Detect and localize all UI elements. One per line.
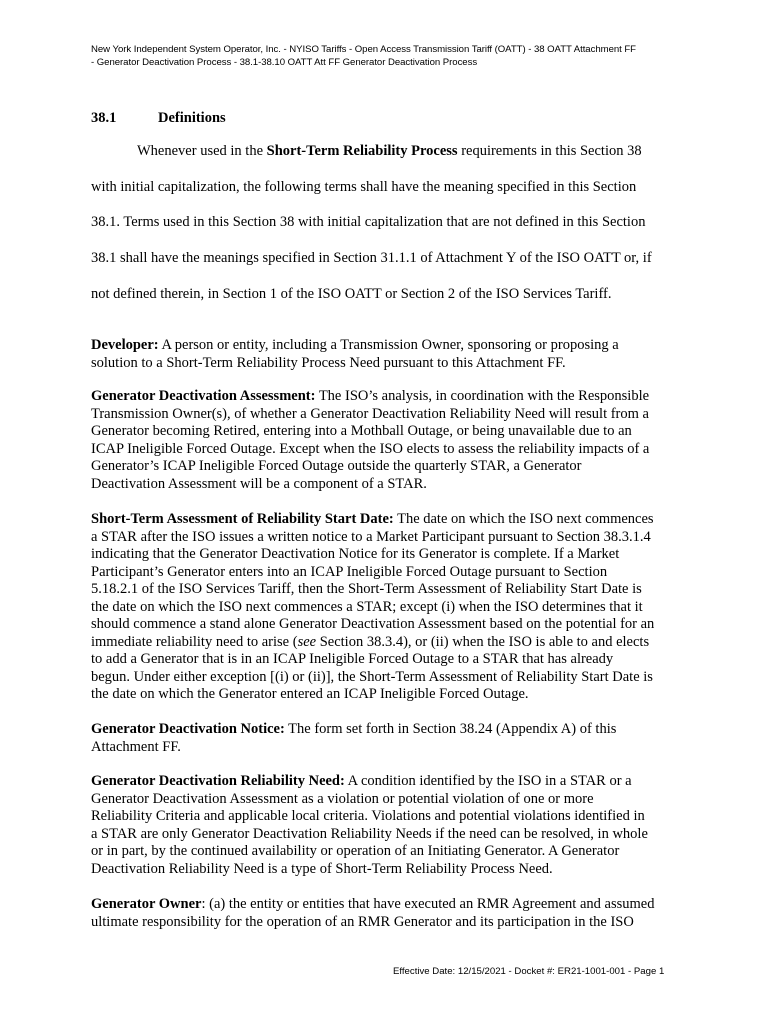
- definition-text: The form set forth in Section 38.24 (Appendix A) of this: [284, 721, 617, 737]
- term-star-start-date: Short-Term Assessment of Reliability Start Date:: [91, 511, 394, 527]
- definition-generator-owner: [91, 896, 691, 931]
- definition-text: to add a Generator that is in an ICAP Ineligible Forced Outage to a STAR that has already: [91, 651, 614, 667]
- intro-line-1-text: Whenever used in the: [137, 143, 267, 159]
- definition-text: ultimate responsibility for the operation of an RMR Generator and its participation in the ISO: [91, 913, 634, 930]
- definition-text: Generator’s ICAP Ineligible Forced Outage outside the quarterly STAR, a Generator: [91, 458, 582, 474]
- header-line-2: - Generator Deactivation Process - 38.1-38.10 OATT Att FF Generator Deactivation Process: [91, 56, 478, 68]
- intro-line-5: not defined therein, in Section 1 of the ISO OATT or Section 2 of the ISO Services Tariff.: [91, 286, 612, 302]
- definition-text: begun. Under either exception [(i) or (ii)], the Short-Term Assessment of Reliability Start Date is: [91, 668, 653, 685]
- definition-text: Generator becoming Retired, entering into a Mothball Outage, or being unavailable due to an: [91, 423, 632, 439]
- definition-text: should commence a stand alone Generator Deactivation Assessment based on the potential for an: [91, 616, 655, 632]
- definition-text: a STAR are only Generator Deactivation Reliability Needs if the need can be resolved, in whole: [91, 825, 648, 842]
- section-heading: [91, 109, 226, 127]
- definition-text: Generator Deactivation Assessment as a violation or potential violation of one or more: [91, 790, 594, 807]
- term-generator-deactivation-reliability-need: Generator Deactivation Reliability Need:: [91, 773, 345, 789]
- definition-text: Reliability Criteria and applicable local criteria. Violations and potential violations identified in: [91, 808, 645, 824]
- definition-text: or in part, by the continued availability or operation of an Initiating Generator. A Generator: [91, 843, 620, 859]
- intro-bold-term: Short-Term Reliability Process: [266, 143, 458, 159]
- term-generator-owner: Generator Owner: [91, 896, 202, 912]
- definition-text: The date on which the ISO next commences: [393, 511, 654, 527]
- definition-generator-deactivation-assessment: [91, 388, 691, 493]
- definition-text: The ISO’s analysis, in coordination with the Responsible: [315, 388, 650, 404]
- definition-text: immediate reliability need to arise (: [91, 633, 298, 650]
- definition-generator-deactivation-reliability-need: [91, 773, 691, 878]
- definition-text: a STAR after the ISO issues a written notice to a Market Participant pursuant to Section 38.3.1.4: [91, 528, 651, 545]
- definition-text: Section 38.3.4), or (ii) when the ISO is able to and elects: [316, 633, 650, 650]
- definition-text: A person or entity, including a Transmission Owner, sponsoring or proposing a: [158, 337, 619, 353]
- section-number: 38.1: [91, 110, 117, 126]
- intro-line-3: 38.1. Terms used in this Section 38 with initial capitalization that are not defined in this Section: [91, 214, 646, 230]
- page-header: [91, 44, 691, 69]
- definition-star-start-date: [91, 511, 691, 704]
- intro-line-1: [137, 142, 642, 160]
- definition-text: Deactivation Reliability Need is a type of Short-Term Reliability Process Need.: [91, 860, 553, 877]
- definition-text: Participant’s Generator enters into an ICAP Ineligible Forced Outage pursuant to Section: [91, 563, 608, 580]
- term-generator-deactivation-assessment: Generator Deactivation Assessment:: [91, 388, 316, 404]
- definition-text: ICAP Ineligible Forced Outage. Except when the ISO elects to assess the reliability impacts of a: [91, 440, 650, 457]
- definition-text: indicating that the Generator Deactivation Notice for its Generator is complete. If a Market: [91, 546, 620, 562]
- definition-text: : (a) the entity or entities that have executed an RMR Agreement and assumed: [201, 896, 655, 912]
- term-generator-deactivation-notice: Generator Deactivation Notice:: [91, 721, 285, 737]
- section-title: Definitions: [158, 110, 226, 126]
- definition-text: A condition identified by the ISO in a STAR or a: [344, 773, 632, 789]
- definition-text: solution to a Short-Term Reliability Process Need pursuant to this Attachment FF.: [91, 354, 566, 371]
- intro-line-1-tail: requirements in this Section 38: [457, 143, 642, 159]
- term-developer: Developer:: [91, 337, 159, 353]
- definition-italic-see: see: [297, 633, 317, 650]
- intro-line-2: with initial capitalization, the following terms shall have the meaning specified in this Section: [91, 179, 637, 195]
- definition-text: 5.18.2.1 of the ISO Services Tariff, then the Short-Term Assessment of Reliability Start Date is: [91, 581, 642, 597]
- definition-generator-deactivation-notice: [91, 721, 691, 756]
- definition-text: Attachment FF.: [91, 738, 181, 755]
- header-line-1: New York Independent System Operator, Inc. - NYISO Tariffs - Open Access Transmission Tariff (OATT) - 38 OATT Attachment FF: [91, 44, 636, 55]
- intro-line-4: 38.1 shall have the meanings specified in Section 31.1.1 of Attachment Y of the ISO OATT or, if: [91, 250, 652, 266]
- definition-text: the date on which the Generator entered an ICAP Ineligible Forced Outage.: [91, 686, 529, 702]
- definition-developer: [91, 337, 691, 372]
- page-footer: Effective Date: 12/15/2021 - Docket #: ER21-1001-001 - Page 1: [393, 966, 665, 977]
- definition-text: the date on which the ISO next commences a STAR; except (i) when the ISO determines that it: [91, 598, 643, 615]
- definition-text: Deactivation Assessment will be a component of a STAR.: [91, 475, 427, 492]
- definition-text: Transmission Owner(s), of whether a Generator Deactivation Reliability Need will result from a: [91, 405, 649, 422]
